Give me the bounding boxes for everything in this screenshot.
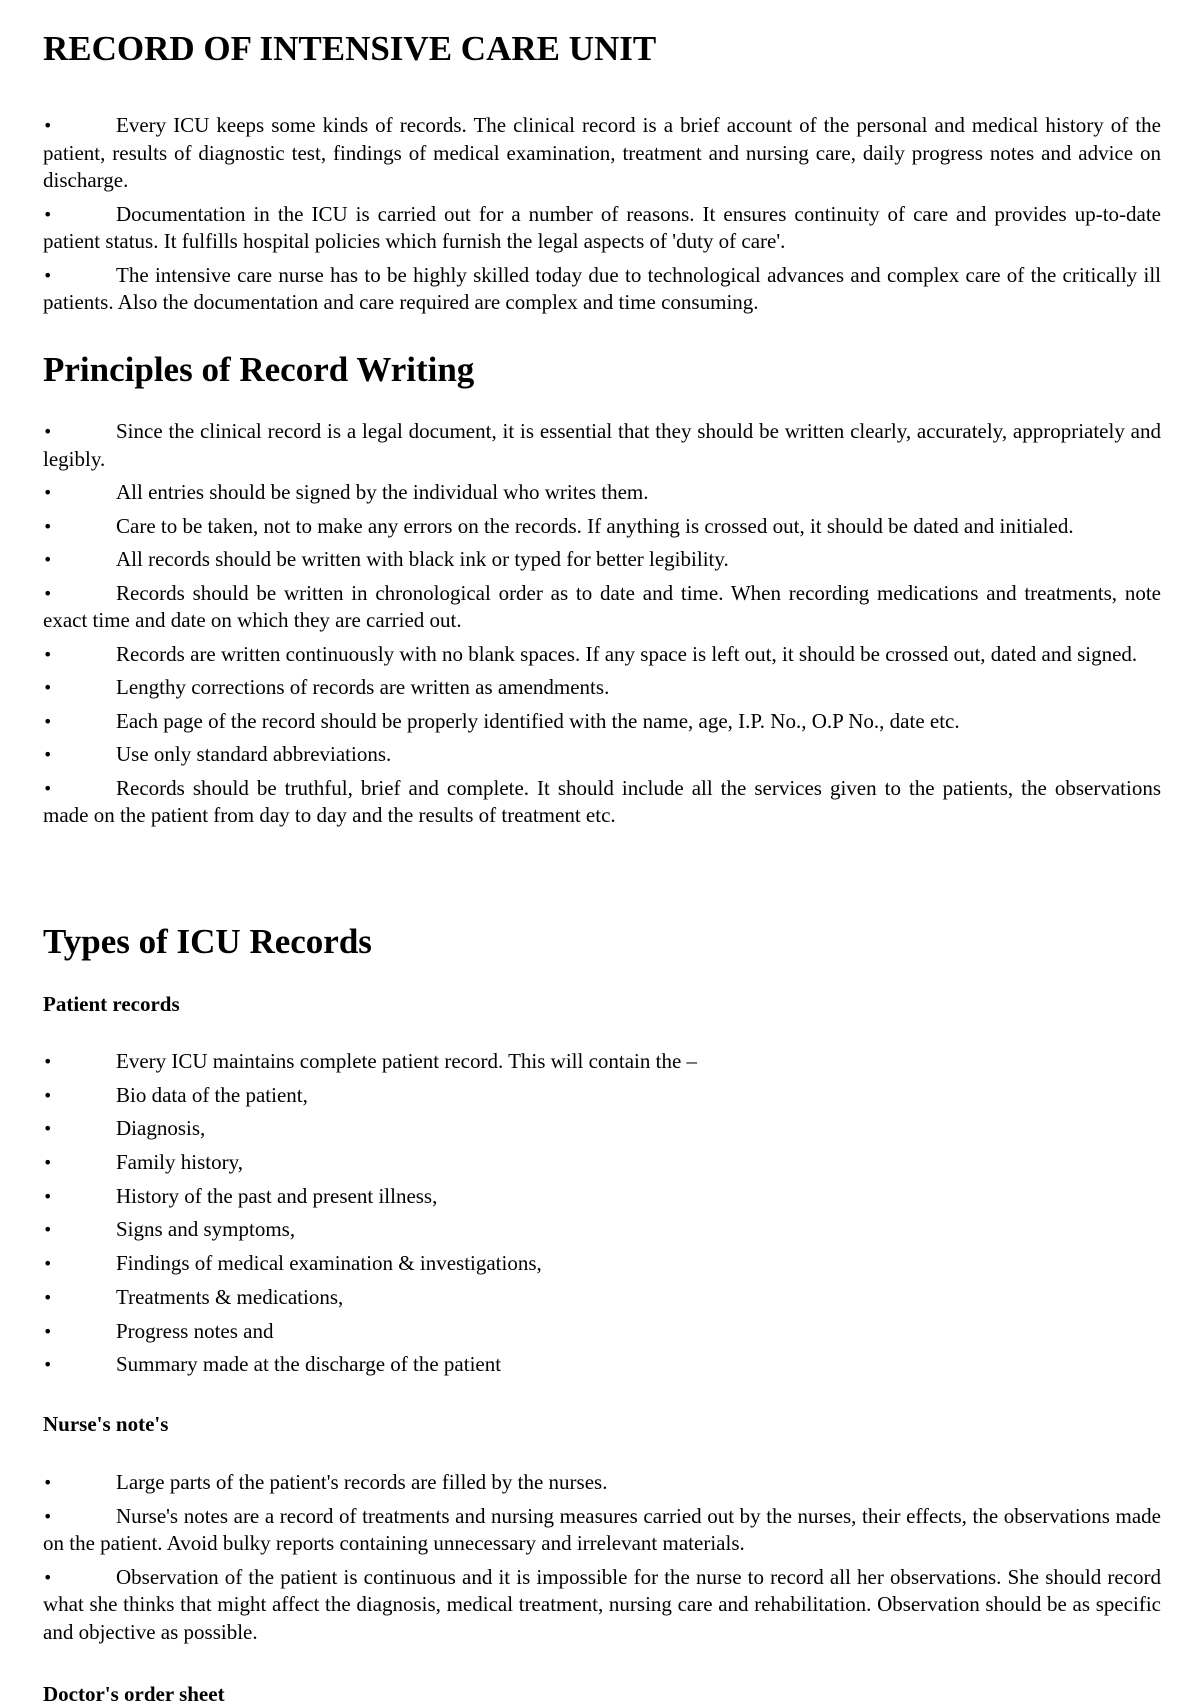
list-item (43, 580, 1161, 635)
nurses-notes-bullet-list (43, 1469, 1161, 1652)
patient-records-heading: Patient records (43, 992, 180, 1016)
list-item (43, 708, 1161, 736)
bullet-icon: • (43, 644, 53, 664)
bullet-icon: • (43, 1473, 53, 1492)
list-item (43, 1351, 1161, 1379)
bullet-icon: • (43, 1119, 53, 1139)
doctors-order-heading: Doctor's order sheet (43, 1682, 225, 1706)
list-item-text: Observation of the patient is continuous and it is impossible for the nurse to record all her observations. She should record what she thinks that might affect the diagnosis, medical treatment, nursing care and rehabilitation. Observation should be as specific and objective as possible. (43, 1564, 1161, 1644)
list-item-text: Findings of medical examination & investigations, (116, 1251, 542, 1276)
list-item-text: Since the clinical record is a legal document, it is essential that they should be written clearly, accurately, appropriately and legibly. (43, 419, 1161, 471)
list-item (43, 1149, 1161, 1177)
list-item-text: Care to be taken, not to make any errors on the records. If anything is crossed out, it should be dated and initialed. (116, 513, 1074, 538)
bullet-icon: • (43, 745, 53, 764)
list-item-text: Records are written continuously with no blank spaces. If any space is left out, it should be crossed out, dated and signed. (116, 641, 1138, 666)
bullet-icon: • (43, 1321, 53, 1341)
list-item (43, 741, 1161, 769)
list-item-text: Documentation in the ICU is carried out for a number of reasons. It ensures continuity of care and provides up-to-date patient status. It fulfills hospital policies which furnish the legal aspects of 'duty of care'. (43, 201, 1161, 253)
list-item-text: Records should be truthful, brief and complete. It should include all the services given to the patients, the observations made on the patient from day to day and the results of treatment etc. (43, 775, 1161, 827)
list-item-text: All entries should be signed by the individual who writes them. (116, 480, 649, 504)
principles-bullet-list (43, 418, 1161, 836)
bullet-icon: • (43, 1052, 53, 1071)
list-item-text: Nurse's notes are a record of treatments and nursing measures carried out by the nurses, their effects, the observations made on the patient. Avoid bulky reports containing unnecessary and irrelevant materials. (43, 1503, 1161, 1555)
list-item-text: Every ICU keeps some kinds of records. The clinical record is a brief account of the personal and medical history of the patient, results of diagnostic test, findings of medical examination, treatment and nursing care, daily progress notes and advice on discharge. (43, 113, 1161, 192)
principles-heading: Principles of Record Writing (43, 350, 475, 389)
list-item (43, 201, 1161, 256)
list-item (43, 775, 1161, 830)
bullet-icon: • (43, 483, 53, 502)
bullet-icon: • (43, 422, 53, 441)
bullet-icon: • (43, 711, 53, 731)
list-item (43, 479, 1161, 507)
bullet-icon: • (43, 1567, 53, 1587)
list-item (43, 1284, 1161, 1312)
list-item-text: All records should be written with black ink or typed for better legibility. (116, 547, 729, 571)
list-item-text: History of the past and present illness, (116, 1183, 438, 1208)
patient-records-bullet-list (43, 1048, 1161, 1385)
list-item-text: Use only standard abbreviations. (116, 742, 392, 766)
list-item-text: Large parts of the patient's records are filled by the nurses. (116, 1470, 608, 1494)
bullet-icon: • (43, 116, 53, 135)
list-item-text: Diagnosis, (116, 1116, 206, 1141)
list-item (43, 674, 1161, 702)
bullet-icon: • (43, 1220, 53, 1240)
bullet-icon: • (43, 204, 53, 224)
list-item (43, 262, 1161, 317)
document-title: RECORD OF INTENSIVE CARE UNIT (43, 29, 657, 68)
list-item-text: Records should be written in chronological order as to date and time. When recording medications and treatments, note exact time and date on which they are carried out. (43, 580, 1161, 632)
list-item (43, 1115, 1161, 1143)
list-item (43, 1082, 1161, 1110)
list-item (43, 1503, 1161, 1558)
list-item-text: Summary made at the discharge of the patient (116, 1352, 502, 1377)
list-item (43, 1048, 1161, 1076)
bullet-icon: • (43, 1085, 53, 1105)
nurses-notes-heading: Nurse's note's (43, 1412, 169, 1436)
list-item-text: Family history, (116, 1150, 243, 1175)
list-item-text: Progress notes and (116, 1318, 274, 1343)
bullet-icon: • (43, 516, 53, 536)
list-item-text: Lengthy corrections of records are written as amendments. (116, 675, 610, 699)
list-item-text: Each page of the record should be properly identified with the name, age, I.P. No., O.P No., date etc. (116, 708, 960, 733)
intro-bullet-list (43, 112, 1161, 323)
list-item (43, 1318, 1161, 1346)
list-item-text: Bio data of the patient, (116, 1082, 308, 1107)
bullet-icon: • (43, 583, 53, 603)
list-item-text: Treatments & medications, (116, 1284, 344, 1309)
bullet-icon: • (43, 678, 53, 697)
bullet-icon: • (43, 265, 53, 285)
bullet-icon: • (43, 1186, 53, 1206)
list-item-text: Every ICU maintains complete patient record. This will contain the – (116, 1049, 698, 1073)
bullet-icon: • (43, 778, 53, 798)
bullet-icon: • (43, 1287, 53, 1307)
bullet-icon: • (43, 1153, 53, 1173)
bullet-icon: • (43, 1506, 53, 1526)
list-item (43, 641, 1161, 669)
bullet-icon: • (43, 1254, 53, 1274)
list-item (43, 112, 1161, 195)
list-item (43, 513, 1161, 541)
list-item (43, 418, 1161, 473)
list-item (43, 1469, 1161, 1497)
list-item (43, 1216, 1161, 1244)
types-heading: Types of ICU Records (43, 922, 372, 961)
bullet-icon: • (43, 550, 53, 569)
bullet-icon: • (43, 1355, 53, 1375)
list-item-text: The intensive care nurse has to be highly skilled today due to technological advances and complex care of the critically ill patients. Also the documentation and care required are complex and time consuming. (43, 262, 1161, 314)
list-item (43, 1250, 1161, 1278)
list-item-text: Signs and symptoms, (116, 1217, 296, 1242)
list-item (43, 546, 1161, 574)
list-item (43, 1183, 1161, 1211)
list-item (43, 1564, 1161, 1647)
